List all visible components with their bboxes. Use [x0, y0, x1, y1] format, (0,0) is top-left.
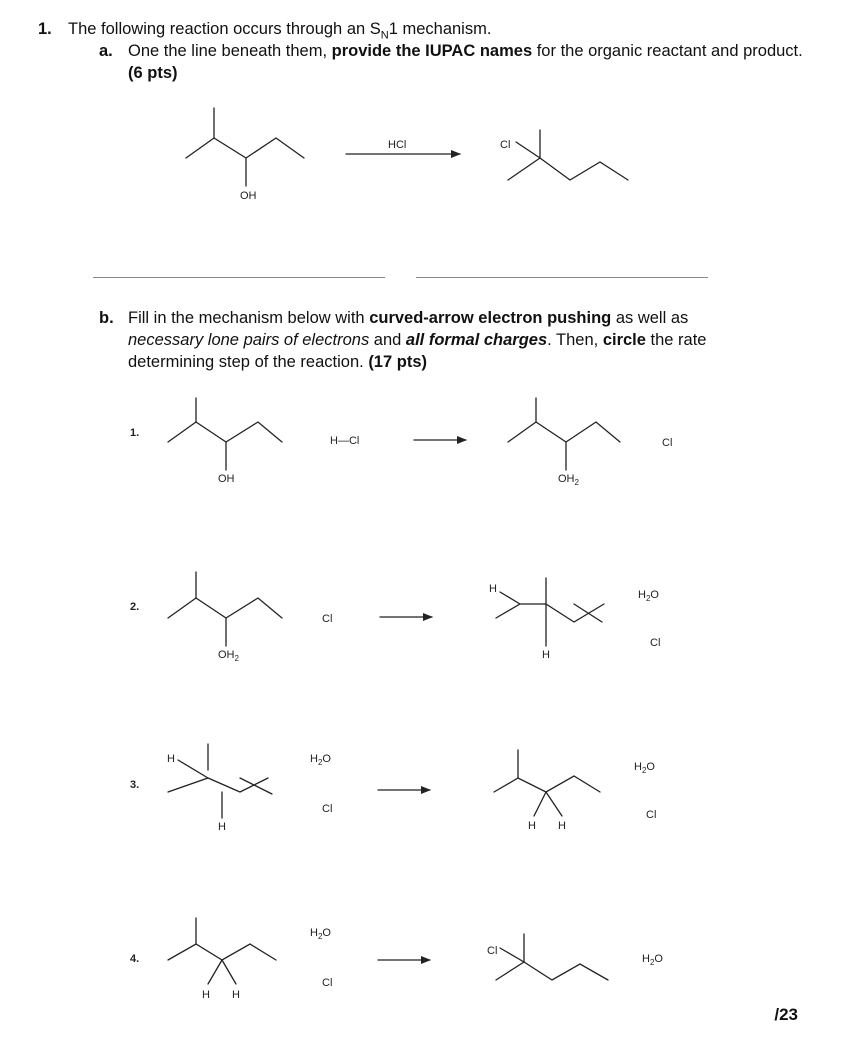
- step4-h2o-right: $H_2O$: [642, 953, 663, 967]
- part-b-text-4: . Then,: [547, 331, 603, 349]
- step3-h2o: $H_2O$: [310, 753, 331, 767]
- part-b-bold-2: circle: [602, 331, 646, 349]
- step4-product-cl: Cl: [487, 945, 498, 957]
- step2-cl-right: Cl: [650, 637, 661, 649]
- part-b-text-2: as well as: [611, 309, 689, 327]
- step4-reactant: [168, 918, 276, 984]
- step2-h2o: $H_2O$: [638, 589, 659, 603]
- question-number: 1.: [38, 20, 52, 38]
- step1-cl: Cl: [662, 437, 673, 449]
- oh-label-a: OH: [240, 190, 257, 202]
- step3-h-bottom: H: [218, 821, 226, 833]
- step4-product: [496, 934, 608, 980]
- step-num-2: 2.: [130, 601, 140, 613]
- part-a-text-1: One the line beneath them,: [128, 42, 332, 60]
- part-b-label: b.: [99, 309, 114, 327]
- stem-pre: The following reaction occurs through an S: [68, 20, 381, 38]
- step2-product: [496, 578, 604, 646]
- step2-h-bottom: H: [542, 649, 550, 661]
- step-num-4: 4.: [130, 953, 140, 965]
- step1-hcl: H—Cl: [330, 435, 360, 447]
- step4-h2: H: [232, 989, 240, 1001]
- part-a-text-2: for the organic reactant and product.: [532, 42, 803, 60]
- cl-label-product: Cl: [500, 139, 511, 151]
- part-b-text-1: Fill in the mechanism below with: [128, 309, 370, 327]
- step1-product: [508, 398, 620, 470]
- step2-oh2: $OH_2$: [218, 649, 239, 663]
- step4-h1: H: [202, 989, 210, 1001]
- part-b-bolditalic-1: all formal charges: [405, 331, 548, 349]
- part-a-bold-1: provide the IUPAC names: [331, 42, 533, 60]
- reactant-skeleton: [186, 108, 304, 186]
- step3-h2o-right: $H_2O$: [634, 761, 655, 775]
- step-num-3: 3.: [130, 779, 140, 791]
- part-b-points: (17 pts): [368, 353, 427, 371]
- step2-reactant: [168, 572, 282, 646]
- step3-cl-right: Cl: [646, 809, 657, 821]
- step4-h2o: $H_2O$: [310, 927, 331, 941]
- part-b-text-3: and: [369, 331, 406, 349]
- step1-oh2: $OH_2$: [558, 473, 579, 487]
- step2-h-top: H: [489, 583, 497, 595]
- step3-reactant: [168, 744, 272, 818]
- step3-product-h2: H: [558, 820, 566, 832]
- step3-product-h1: H: [528, 820, 536, 832]
- step4-cl: Cl: [322, 977, 333, 989]
- part-b-bold-1: curved-arrow electron pushing: [369, 309, 612, 327]
- hcl-reagent: HCl: [388, 139, 407, 151]
- step1-reactant: [168, 398, 282, 470]
- stem-sub: N: [380, 29, 389, 42]
- part-a-label: a.: [99, 42, 113, 60]
- step3-h-top: H: [167, 753, 175, 765]
- step3-cl: Cl: [322, 803, 333, 815]
- step2-cl: Cl: [322, 613, 333, 625]
- score-total: /23: [774, 1005, 798, 1024]
- stem-post: 1 mechanism.: [388, 20, 492, 38]
- part-b-text-5: the rate determining step of the reaction.: [128, 331, 707, 371]
- step-num-1: 1.: [130, 427, 140, 439]
- step1-oh: OH: [218, 473, 235, 485]
- product-skeleton: [508, 130, 628, 180]
- part-a-points: (6 pts): [128, 64, 178, 82]
- step3-product: [494, 750, 600, 816]
- part-b-italic-1: necessary lone pairs of electrons: [128, 331, 370, 349]
